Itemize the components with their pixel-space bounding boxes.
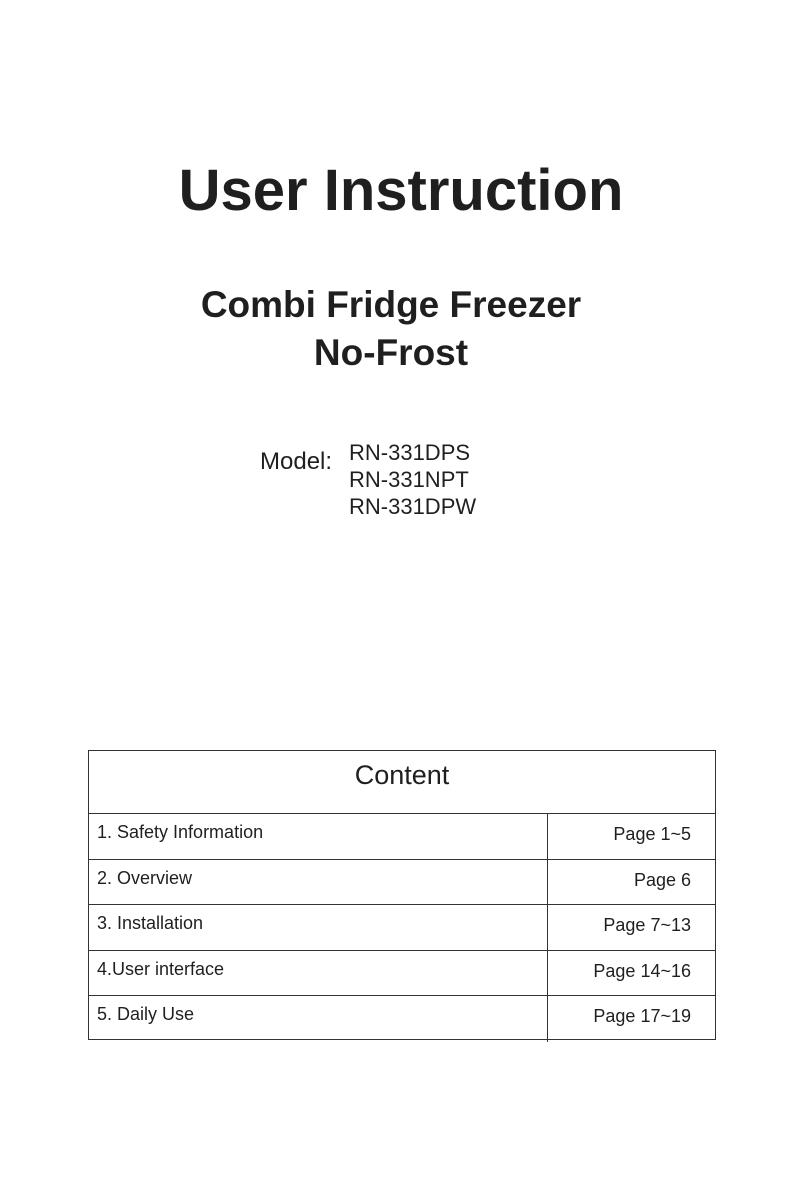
contents-item-label: 5. Daily Use	[97, 1004, 195, 1024]
product-type: No-Frost	[313, 332, 469, 373]
contents-heading: Content	[89, 751, 715, 814]
model-label: Model:	[260, 448, 333, 475]
contents-page-range: Page 1~5	[613, 824, 691, 844]
contents-row	[89, 860, 715, 906]
model-number: RN-331DPS	[349, 440, 471, 465]
contents-item-label: 4.User interface	[97, 958, 225, 979]
contents-item-label: 2. Overview	[97, 867, 193, 888]
column-divider	[547, 860, 548, 905]
product-name: Combi Fridge Freezer	[200, 284, 582, 325]
contents-row	[89, 951, 715, 997]
contents-page-range: Page 7~13	[603, 915, 691, 935]
contents-item-label: 1. Safety Information	[97, 822, 264, 842]
column-divider	[547, 996, 548, 1042]
model-list	[349, 439, 476, 520]
contents-row	[89, 814, 715, 860]
contents-page-range: Page 14~16	[593, 960, 691, 981]
model-number: RN-331DPW	[349, 494, 477, 519]
column-divider	[547, 814, 548, 859]
document-title: User Instruction	[178, 158, 624, 223]
contents-row	[89, 905, 715, 951]
model-number: RN-331NPT	[349, 467, 469, 492]
column-divider	[547, 951, 548, 996]
column-divider	[547, 905, 548, 950]
contents-page-range: Page 17~19	[593, 1006, 691, 1026]
contents-row	[89, 996, 715, 1042]
contents-page-range: Page 6	[633, 869, 691, 890]
contents-item-label: 3. Installation	[97, 913, 204, 933]
contents-table	[88, 750, 716, 1040]
